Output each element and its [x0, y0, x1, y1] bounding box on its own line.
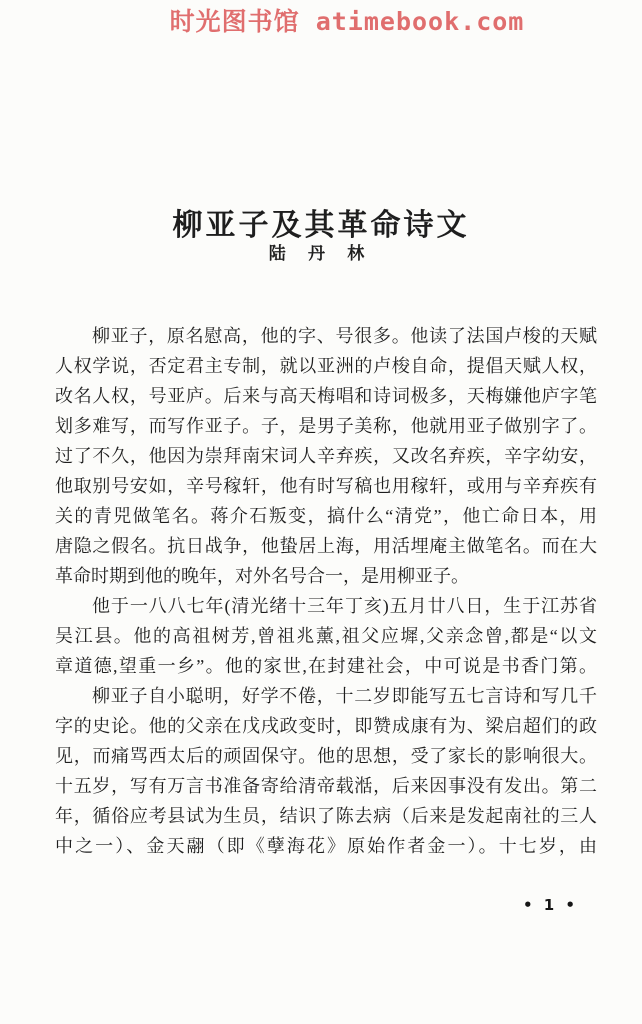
text-line: 人权学说，否定君主专制，就以亚洲的卢梭自命，提倡天赋人权， — [55, 356, 597, 376]
page-title: 柳亚子及其革命诗文 — [172, 209, 470, 243]
text-line: 唐隐之假名。抗日战争，他蛰居上海，用活埋庵主做笔名。而在大 — [55, 536, 597, 556]
text-line: 十五岁，写有万言书准备寄给清帝载湉，后来因事没有发出。第二 — [55, 776, 597, 796]
text-line: 柳亚子自小聪明，好学不倦，十二岁即能写五七言诗和写几千 — [92, 686, 597, 706]
text-line: 他取别号安如，辛号稼轩，他有时写稿也用稼轩，或用与辛弃疾有 — [55, 476, 597, 496]
text-line: 革命时期到他的晚年，对外名号合一，是用柳亚子。 — [55, 566, 469, 586]
text-line: 他于一八八七年(清光绪十三年丁亥)五月廿八日，生于江苏省 — [92, 596, 597, 616]
text-line: 章道德,望重一乡”。他的家世,在封建社会，中可说是书香门第。 — [55, 656, 597, 676]
text-line: 吴江县。他的高祖树芳,曾祖兆薰,祖父应墀,父亲念曾,都是“以文 — [55, 626, 597, 646]
text-line: 过了不久，他因为崇拜南宋词人辛弃疾，又改名弃疾，辛字幼安， — [55, 446, 597, 466]
text-line: 年，循俗应考县试为生员，结识了陈去病（后来是发起南社的三人 — [55, 806, 597, 826]
site-watermark: 时光图书馆 atimebook.com — [169, 7, 525, 36]
page-number: • 1 • — [522, 896, 578, 914]
text-line: 改名人权，号亚庐。后来与高天梅唱和诗词极多，天梅嫌他庐字笔 — [55, 386, 597, 406]
text-line: 见，而痛骂西太后的顽固保守。他的思想，受了家长的影响很大。 — [55, 746, 597, 766]
text-line: 柳亚子，原名慰高，他的字、号很多。他读了法国卢梭的天赋 — [92, 326, 597, 346]
article-body — [55, 321, 597, 861]
text-line: 划多难写，而写作亚子。子，是男子美称，他就用亚子做别字了。 — [55, 416, 597, 436]
text-line: 字的史论。他的父亲在戊戌政变时，即赞成康有为、梁启超们的政 — [55, 716, 597, 736]
text-line: 关的青兕做笔名。蒋介石叛变，搞什么“清党”，他亡命日本，用 — [55, 506, 597, 526]
author-name: 陆 丹 林 — [268, 244, 374, 263]
text-line: 中之一）、金天翮（即《孽海花》原始作者金一）。十七岁，由 — [55, 836, 597, 856]
